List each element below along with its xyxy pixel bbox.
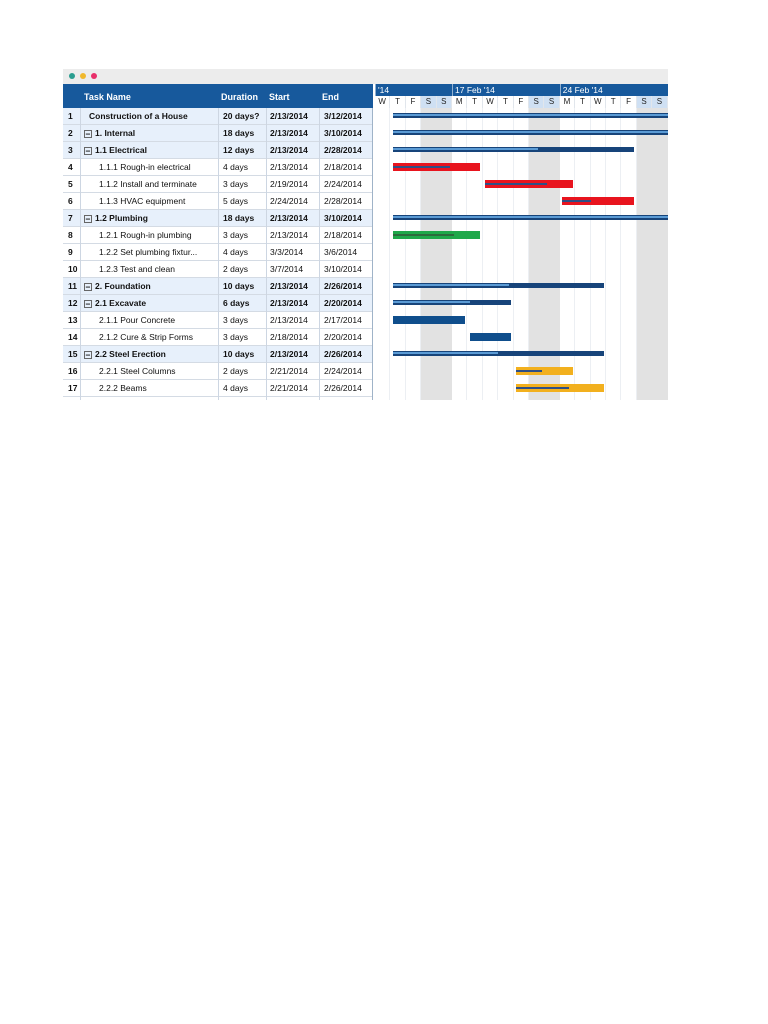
day-header: F	[621, 96, 636, 108]
duration-cell[interactable]: 18 days	[223, 213, 255, 223]
start-cell[interactable]: 2/13/2014	[270, 315, 308, 325]
end-cell[interactable]: 3/10/2014	[324, 213, 362, 223]
row-number: 6	[68, 196, 73, 206]
duration-cell[interactable]: 4 days	[223, 247, 249, 257]
start-cell[interactable]: 2/13/2014	[270, 281, 308, 291]
column-divider	[80, 108, 81, 400]
end-cell[interactable]: 2/17/2014	[324, 315, 362, 325]
summary-progress	[393, 114, 668, 116]
task-name-cell[interactable]	[84, 281, 151, 291]
duration-cell[interactable]: 10 days	[223, 281, 255, 291]
duration-cell[interactable]: 2 days	[223, 264, 249, 274]
end-cell[interactable]: 2/18/2014	[324, 230, 362, 240]
task-progress	[516, 370, 542, 372]
end-cell[interactable]: 2/20/2014	[324, 332, 362, 342]
start-cell[interactable]: 2/24/2014	[270, 196, 308, 206]
duration-cell[interactable]: 12 days	[223, 145, 255, 155]
task-name-label: 1.2.1 Rough-in plumbing	[99, 230, 192, 240]
task-name-cell[interactable]	[84, 128, 135, 138]
duration-cell[interactable]: 18 days	[223, 128, 255, 138]
day-header: S	[529, 96, 544, 108]
task-name-cell[interactable]	[99, 264, 175, 274]
day-header: M	[452, 96, 467, 108]
duration-cell[interactable]: 3 days	[223, 230, 249, 240]
task-progress	[562, 200, 591, 202]
row-number: 4	[68, 162, 73, 172]
duration-cell[interactable]: 10 days	[223, 349, 255, 359]
start-cell[interactable]: 2/13/2014	[270, 128, 308, 138]
end-cell[interactable]: 2/20/2014	[324, 298, 362, 308]
task-name-label: 2.2.1 Steel Columns	[99, 366, 176, 376]
task-name-label: 2.2 Steel Erection	[95, 349, 166, 359]
day-header: S	[544, 96, 559, 108]
start-cell[interactable]: 2/13/2014	[270, 145, 308, 155]
row-number: 13	[68, 315, 78, 325]
task-name-cell[interactable]	[99, 179, 197, 189]
day-header: M	[560, 96, 575, 108]
start-cell[interactable]: 2/13/2014	[270, 162, 308, 172]
task-name-label: 1.2.3 Test and clean	[99, 264, 175, 274]
task-name-label: 1.1.2 Install and terminate	[99, 179, 197, 189]
collapse-toggle-icon[interactable]: −	[85, 298, 91, 309]
grid-header	[63, 84, 373, 108]
row-number: 12	[68, 298, 78, 308]
task-progress	[393, 166, 450, 168]
row-number: 17	[68, 383, 78, 393]
start-cell[interactable]: 2/13/2014	[270, 298, 308, 308]
duration-cell[interactable]: 4 days	[223, 383, 249, 393]
summary-progress	[393, 216, 668, 218]
duration-cell[interactable]: 3 days	[223, 332, 249, 342]
task-name-label: 1.2.2 Set plumbing fixtur...	[99, 247, 198, 257]
row-number: 8	[68, 230, 73, 240]
start-cell[interactable]: 2/13/2014	[270, 349, 308, 359]
column-divider	[319, 108, 320, 400]
row-number: 9	[68, 247, 73, 257]
task-progress	[516, 387, 569, 389]
task-name-label: 1.1.1 Rough-in electrical	[99, 162, 191, 172]
task-name-label: 1.1 Electrical	[95, 145, 147, 155]
grid-chart-splitter[interactable]	[372, 108, 373, 400]
end-cell[interactable]: 2/26/2014	[324, 349, 362, 359]
task-name-label: 1. Internal	[95, 128, 136, 138]
week-header: 24 Feb '14	[560, 84, 668, 96]
task-progress	[393, 234, 454, 236]
collapse-toggle-icon[interactable]: −	[85, 128, 91, 139]
column-task-name[interactable]: Task Name	[84, 92, 131, 102]
duration-cell[interactable]: 4 days	[223, 162, 249, 172]
end-cell[interactable]: 2/26/2014	[324, 383, 362, 393]
weekend-column	[637, 108, 652, 400]
day-header: W	[375, 96, 390, 108]
start-cell[interactable]: 2/13/2014	[270, 213, 308, 223]
end-cell[interactable]: 3/10/2014	[324, 264, 362, 274]
gantt-window	[63, 69, 668, 400]
start-cell[interactable]: 2/19/2014	[270, 179, 308, 189]
start-cell[interactable]: 3/3/2014	[270, 247, 304, 257]
weekend-column	[652, 108, 667, 400]
task-name-label: Construction of a House	[89, 111, 188, 121]
end-cell[interactable]: 3/10/2014	[324, 128, 362, 138]
day-header: S	[652, 96, 667, 108]
summary-progress	[393, 284, 509, 286]
summary-progress	[393, 148, 538, 150]
row-number: 3	[68, 145, 73, 155]
task-name-cell[interactable]	[89, 111, 188, 121]
task-name-cell[interactable]	[99, 230, 192, 240]
duration-cell[interactable]: 6 days	[223, 298, 250, 308]
duration-cell[interactable]: 5 days	[223, 196, 249, 206]
row-number: 1	[68, 111, 73, 121]
column-divider	[218, 108, 219, 400]
week-header: '14	[375, 84, 452, 96]
task-name-cell[interactable]	[99, 366, 176, 376]
window-dot-2[interactable]	[80, 73, 86, 79]
day-header: S	[421, 96, 436, 108]
duration-cell[interactable]: 2 days	[223, 366, 249, 376]
task-name-label: 2.2.2 Beams	[99, 383, 147, 393]
task-name-label: 2.1.1 Pour Concrete	[99, 315, 176, 325]
window-dot-1[interactable]	[69, 73, 75, 79]
column-start[interactable]: Start	[269, 92, 290, 102]
task-name-label: 1.1.3 HVAC equipment	[99, 196, 186, 206]
day-header: T	[390, 96, 405, 108]
task-name-cell[interactable]	[99, 383, 147, 393]
task-name-cell[interactable]	[84, 349, 166, 359]
end-cell[interactable]: 2/26/2014	[324, 281, 362, 291]
collapse-toggle-icon[interactable]: −	[85, 145, 91, 156]
end-cell[interactable]: 2/24/2014	[324, 179, 362, 189]
duration-cell[interactable]: 3 days	[223, 179, 249, 189]
start-cell[interactable]: 2/13/2014	[270, 111, 308, 121]
start-cell[interactable]: 2/13/2014	[270, 230, 308, 240]
end-cell[interactable]: 2/28/2014	[324, 196, 362, 206]
task-name-label: 2.1.2 Cure & Strip Forms	[99, 332, 194, 342]
end-cell[interactable]: 2/24/2014	[324, 366, 362, 376]
task-progress	[485, 183, 546, 185]
end-cell[interactable]: 2/28/2014	[324, 145, 362, 155]
row-number: 7	[68, 213, 73, 223]
window-titlebar	[63, 69, 668, 84]
column-duration[interactable]: Duration	[221, 92, 258, 102]
collapse-toggle-icon[interactable]: −	[85, 213, 91, 224]
row-number: 11	[68, 281, 77, 291]
task-name-cell[interactable]	[99, 196, 185, 206]
start-cell[interactable]: 2/18/2014	[270, 332, 308, 342]
duration-cell[interactable]: 20 days?	[223, 111, 260, 121]
task-name-cell[interactable]	[84, 298, 146, 308]
end-cell[interactable]: 3/12/2014	[324, 111, 362, 121]
column-end[interactable]: End	[322, 92, 339, 102]
day-header: W	[483, 96, 498, 108]
day-header: T	[467, 96, 482, 108]
day-header: S	[637, 96, 652, 108]
start-cell[interactable]: 2/21/2014	[270, 366, 308, 376]
summary-progress	[393, 301, 470, 303]
day-header: W	[591, 96, 606, 108]
row-number: 16	[68, 366, 78, 376]
task-name-cell[interactable]	[99, 315, 175, 325]
start-cell[interactable]: 2/21/2014	[270, 383, 308, 393]
task-bar[interactable]	[470, 333, 512, 341]
task-name-cell[interactable]	[84, 213, 148, 223]
duration-cell[interactable]: 3 days	[223, 315, 249, 325]
column-divider	[266, 108, 267, 400]
row-number: 2	[68, 128, 73, 138]
gantt-chart	[375, 84, 668, 400]
day-gridline	[389, 108, 390, 400]
day-header: F	[514, 96, 529, 108]
row-number: 5	[68, 179, 73, 189]
task-grid	[63, 84, 373, 400]
row-number: 15	[68, 349, 78, 359]
task-name-cell[interactable]	[84, 145, 147, 155]
collapse-toggle-icon[interactable]: −	[85, 349, 91, 360]
task-name-cell[interactable]	[99, 332, 193, 342]
task-name-cell[interactable]	[99, 247, 197, 257]
window-dot-3[interactable]	[91, 73, 97, 79]
task-name-cell[interactable]	[99, 162, 191, 172]
day-header: S	[437, 96, 452, 108]
day-header: T	[498, 96, 513, 108]
start-cell[interactable]: 3/7/2014	[270, 264, 304, 274]
summary-progress	[393, 352, 498, 354]
day-header: F	[406, 96, 421, 108]
task-bar[interactable]	[393, 316, 465, 324]
day-header: T	[575, 96, 590, 108]
day-header: T	[606, 96, 621, 108]
task-name-label: 2. Foundation	[95, 281, 151, 291]
collapse-toggle-icon[interactable]: −	[85, 281, 91, 292]
week-header: 17 Feb '14	[452, 84, 560, 96]
end-cell[interactable]: 2/18/2014	[324, 162, 362, 172]
task-name-label: 1.2 Plumbing	[95, 213, 148, 223]
task-name-label: 2.1 Excavate	[95, 298, 147, 308]
end-cell[interactable]: 3/6/2014	[324, 247, 358, 257]
row-number: 14	[68, 332, 78, 342]
row-number: 10	[68, 264, 78, 274]
summary-progress	[393, 131, 668, 133]
